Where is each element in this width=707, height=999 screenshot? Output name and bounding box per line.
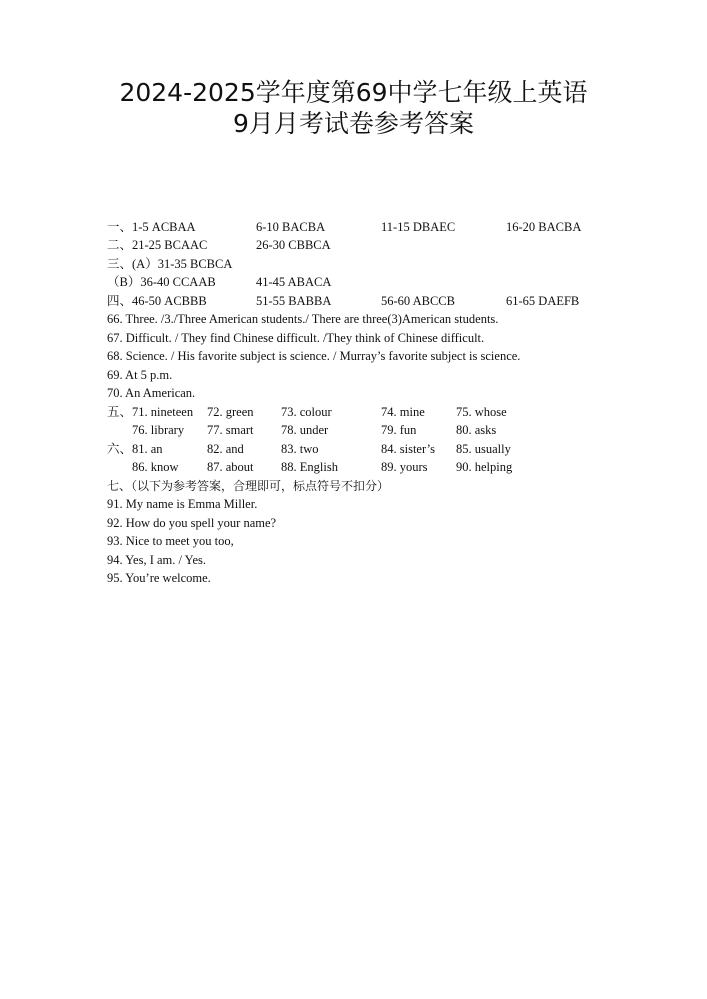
answer-77: 77. smart: [207, 423, 254, 437]
answer-71: 五、71. nineteen: [107, 405, 194, 419]
answer-26-30: 26-30 CBBCA: [256, 238, 331, 252]
answer-36-40: （B）36-40 CCAAB: [107, 275, 216, 289]
answer-66: 66. Three. /3./Three American students./ There are three(3)American students.: [107, 312, 499, 326]
answer-51-55: 51-55 BABBA: [256, 294, 332, 308]
answer-82: 82. and: [207, 442, 244, 456]
answer-81: 六、81. an: [107, 442, 163, 456]
answer-69: 69. At 5 p.m.: [107, 368, 173, 382]
answer-89: 89. yours: [381, 460, 428, 474]
answer-86: 86. know: [132, 460, 179, 474]
answer-74: 74. mine: [381, 405, 425, 419]
answer-72: 72. green: [207, 405, 254, 419]
answer-94: 94. Yes, I am. / Yes.: [107, 553, 206, 567]
answer-21-25: 二、21-25 BCAAC: [107, 238, 208, 252]
answer-91: 91. My name is Emma Miller.: [107, 497, 258, 511]
answer-76: 76. library: [132, 423, 185, 437]
answer-83: 83. two: [281, 442, 319, 456]
answer-93: 93. Nice to meet you too,: [107, 534, 234, 548]
answer-78: 78. under: [281, 423, 329, 437]
page-title-line-2: 9月月考试卷参考答案: [233, 109, 474, 138]
answer-87: 87. about: [207, 460, 254, 474]
answer-46-50: 四、46-50 ACBBB: [107, 294, 207, 308]
answer-6-10: 6-10 BACBA: [256, 220, 326, 234]
answer-16-20: 16-20 BACBA: [506, 220, 582, 234]
answer-41-45: 41-45 ABACA: [256, 275, 332, 289]
answer-80: 80. asks: [456, 423, 497, 437]
answer-92: 92. How do you spell your name?: [107, 516, 277, 530]
answer-90: 90. helping: [456, 460, 513, 474]
answer-56-60: 56-60 ABCCB: [381, 294, 455, 308]
answer-70: 70. An American.: [107, 386, 196, 400]
answer-61-65: 61-65 DAEFB: [506, 294, 580, 308]
answer-31-35: 三、(A）31-35 BCBCA: [107, 257, 233, 271]
answer-1-5: 一、1-5 ACBAA: [107, 220, 196, 234]
answer-95: 95. You’re welcome.: [107, 571, 211, 585]
answer-84: 84. sister’s: [381, 442, 435, 456]
answer-79: 79. fun: [381, 423, 417, 437]
answer-11-15: 11-15 DBAEC: [381, 220, 456, 234]
answer-85: 85. usually: [456, 442, 511, 456]
answer-73: 73. colour: [281, 405, 332, 419]
page-title-line-1: 2024-2025学年度第69中学七年级上英语: [119, 78, 588, 107]
section-7-heading: 七、（以下为参考答案，合理即可，标点符号不扣分）: [107, 479, 390, 493]
answer-75: 75. whose: [456, 405, 507, 419]
answer-68: 68. Science. / His favorite subject is science. / Murray’s favorite subject is science.: [107, 349, 521, 363]
answer-88: 88. English: [281, 460, 338, 474]
answer-67: 67. Difficult. / They find Chinese difficult. /They think of Chinese difficult.: [107, 331, 485, 345]
